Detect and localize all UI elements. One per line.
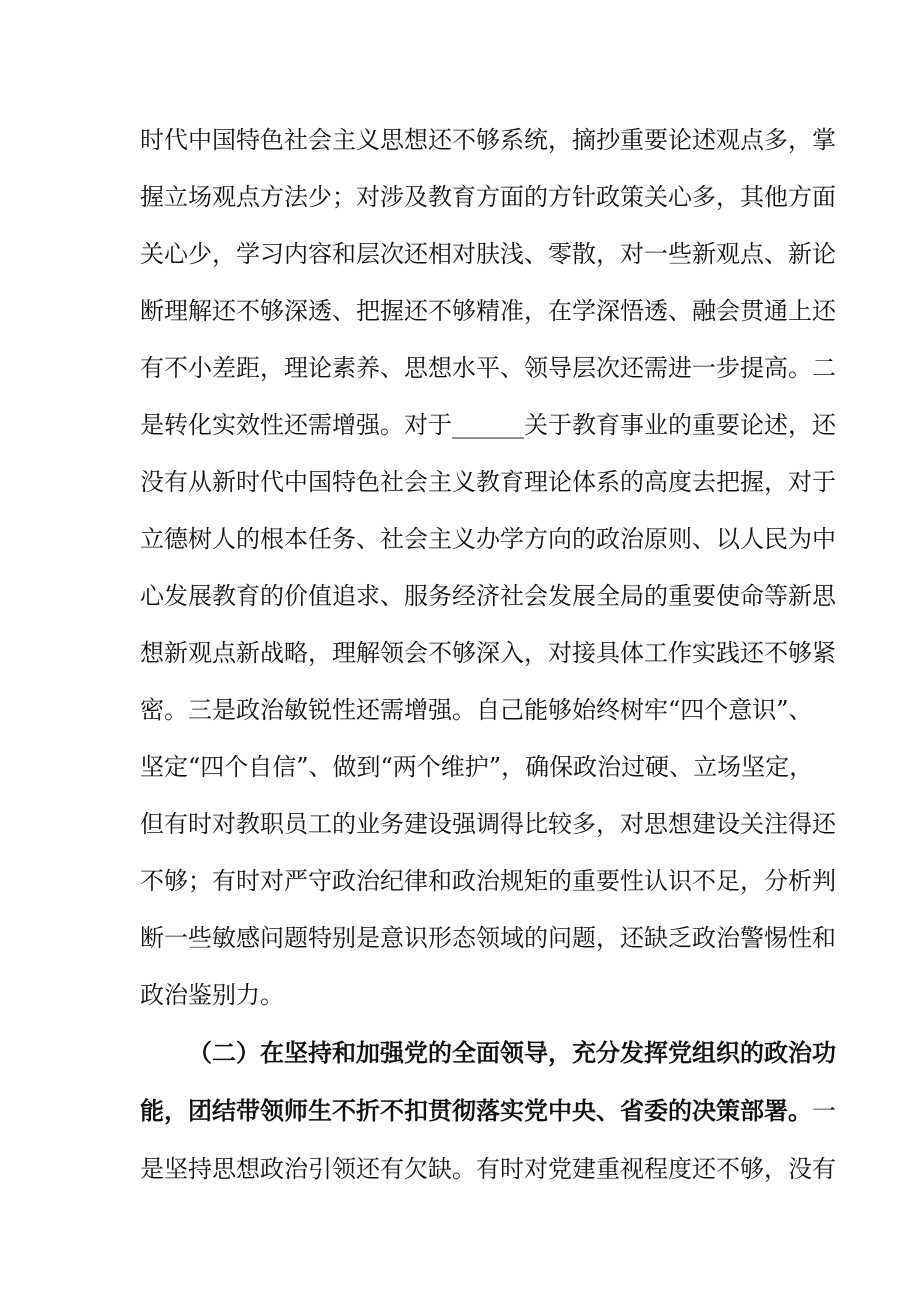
paragraph-line: 立德树人的根本任务、社会主义办学方向的政治原则、以人民为中 (140, 525, 836, 553)
paragraph-line: 想新观点新战略，理解领会不够深入，对接具体工作实践还不够紧 (140, 639, 836, 667)
paragraph-line: 有不小差距，理论素养、思想水平、领导层次还需进一步提高。二 (140, 354, 836, 382)
paragraph-line: 政治鉴别力。 (140, 981, 284, 1009)
section-heading-bold-text: 能，团结带领师生不折不扣贯彻落实党中央、省委的决策部署。 (140, 1097, 812, 1125)
paragraph-line: 但有时对教职员工的业务建设强调得比较多，对思想建设关注得还 (140, 810, 836, 838)
paragraph-line: 坚定“四个自信”、做到“两个维护”，确保政治过硬、立场坚定， (140, 753, 814, 781)
section-heading-line (140, 1096, 836, 1126)
section-heading-tail-text: 一 (812, 1097, 836, 1125)
paragraph-line: 心发展教育的价值追求、服务经济社会发展全局的重要使命等新思 (140, 582, 836, 610)
paragraph-line: 关心少，学习内容和层次还相对肤浅、零散，对一些新观点、新论 (140, 240, 836, 268)
paragraph-line: 没有从新时代中国特色社会主义教育理论体系的高度去把握，对于 (140, 468, 836, 496)
paragraph-line: 不够；有时对严守政治纪律和政治规矩的重要性认识不足，分析判 (140, 867, 836, 895)
paragraph-line: 握立场观点方法少；对涉及教育方面的方针政策关心多，其他方面 (140, 183, 836, 211)
paragraph-line: 断一些敏感问题特别是意识形态领域的问题，还缺乏政治警惕性和 (140, 924, 836, 952)
paragraph-line: 断理解还不够深透、把握还不够精准，在学深悟透、融会贯通上还 (140, 297, 836, 325)
paragraph-line: 是坚持思想政治引领还有欠缺。有时对党建重视程度还不够，没有 (140, 1155, 836, 1183)
section-heading-line: （二）在坚持和加强党的全面领导，充分发挥党组织的政治功 (188, 1039, 836, 1067)
paragraph-line: 时代中国特色社会主义思想还不够系统，摘抄重要论述观点多，掌 (140, 126, 836, 154)
paragraph-line: 是转化实效性还需增强。对于______关于教育事业的重要论述，还 (140, 411, 836, 439)
paragraph-line: 密。三是政治敏锐性还需增强。自己能够始终树牢“四个意识”、 (140, 696, 813, 724)
